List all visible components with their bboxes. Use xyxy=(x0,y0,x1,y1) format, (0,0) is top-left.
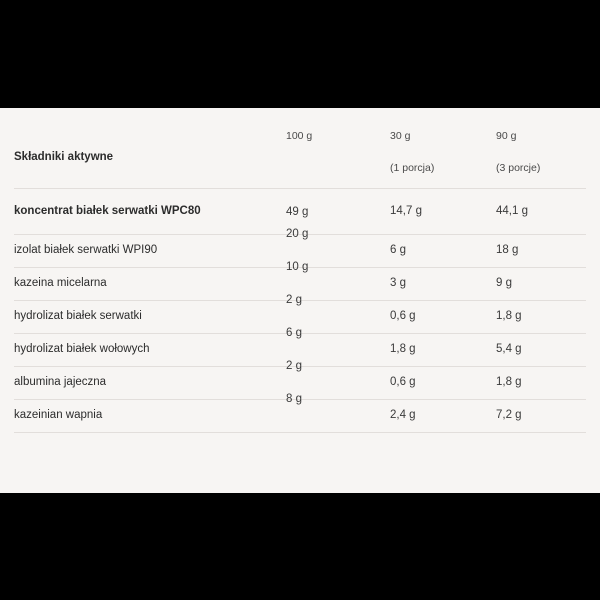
ingredient-per-90g: 18 g xyxy=(496,244,519,256)
ingredient-per-30g: 0,6 g xyxy=(390,310,416,322)
column-header-30g-note: (1 porcja) xyxy=(390,162,435,174)
ingredient-per-100g: 2 g xyxy=(286,360,302,372)
column-header-90g xyxy=(496,128,540,176)
column-header-100g xyxy=(286,128,312,160)
row-divider xyxy=(14,432,586,433)
ingredient-per-30g: 14,7 g xyxy=(390,205,422,217)
ingredient-name: izolat białek serwatki WPI90 xyxy=(14,244,158,256)
ingredient-per-100g: 20 g xyxy=(286,228,309,240)
ingredient-per-90g: 5,4 g xyxy=(496,343,522,355)
ingredient-per-100g: 49 g xyxy=(286,206,309,218)
column-header-90g-note: (3 porcje) xyxy=(496,162,541,174)
active-ingredients-table xyxy=(14,122,586,434)
ingredient-name: hydrolizat białek serwatki xyxy=(14,310,142,322)
ingredient-name: kazeina micelarna xyxy=(14,277,107,289)
column-header-100g-amount: 100 g xyxy=(286,130,313,142)
column-header-30g xyxy=(390,128,434,176)
table-bottom xyxy=(14,432,586,434)
ingredient-per-100g: 8 g xyxy=(286,393,302,405)
ingredient-per-100g: 10 g xyxy=(286,261,309,273)
ingredient-name: koncentrat białek serwatki WPC80 xyxy=(14,205,201,217)
ingredient-per-30g: 2,4 g xyxy=(390,409,416,421)
ingredient-per-30g: 0,6 g xyxy=(390,376,416,388)
ingredient-name: hydrolizat białek wołowych xyxy=(14,343,150,355)
table-title: Składniki aktywne xyxy=(14,151,114,163)
column-header-30g-amount: 30 g xyxy=(390,130,411,142)
ingredient-name: albumina jajeczna xyxy=(14,376,107,388)
table-row xyxy=(14,393,586,432)
ingredient-per-90g: 44,1 g xyxy=(496,205,528,217)
ingredient-per-30g: 3 g xyxy=(390,277,406,289)
table-header-row xyxy=(14,122,586,188)
ingredient-per-100g: 6 g xyxy=(286,327,302,339)
nutrition-panel xyxy=(0,108,600,493)
ingredient-per-90g: 9 g xyxy=(496,277,512,289)
ingredient-per-30g: 6 g xyxy=(390,244,406,256)
column-header-90g-amount: 90 g xyxy=(496,130,517,142)
ingredient-per-90g: 1,8 g xyxy=(496,310,522,322)
ingredient-name: kazeinian wapnia xyxy=(14,409,103,421)
ingredient-per-90g: 1,8 g xyxy=(496,376,522,388)
ingredient-per-90g: 7,2 g xyxy=(496,409,522,421)
ingredient-per-30g: 1,8 g xyxy=(390,343,416,355)
ingredient-per-100g: 2 g xyxy=(286,294,302,306)
